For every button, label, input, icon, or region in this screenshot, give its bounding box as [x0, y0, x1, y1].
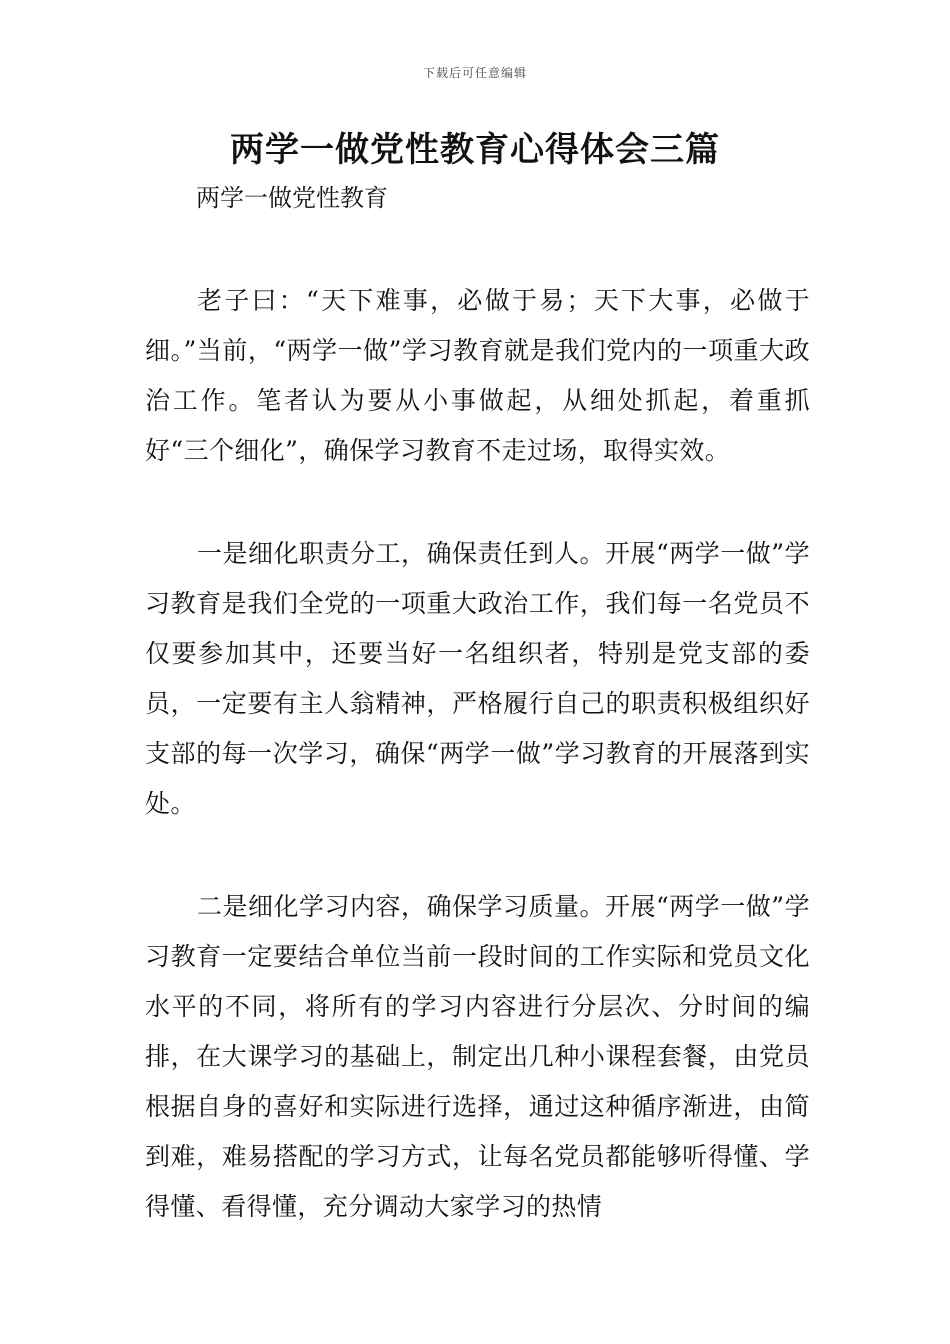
- header-note: 下载后可任意编辑: [422, 66, 527, 80]
- document-subtitle: 两学一做党性教育: [196, 184, 388, 212]
- document-body: [145, 276, 810, 1285]
- paragraph-intro: 老子曰：“天下难事，必做于易；天下大事，必做于细。”当前，“两学一做”学习教育就是我们党内的一项重大政治工作。笔者认为要从小事做起，从细处抓起，着重抓好“三个细化”，确保学习教育不走过场，取得实效。: [145, 286, 810, 465]
- paragraph-second-point: 二是细化学习内容，确保学习质量。开展“两学一做”学习教育一定要结合单位当前一段时间的工作实际和党员文化水平的不同，将所有的学习内容进行分层次、分时间的编排，在大课学习的基础上，制定出几种小课程套餐，由党员根据自身的喜好和实际进行选择，通过这种循序渐进，由简到难，难易搭配的学习方式，让每名党员都能够听得懂、学得懂、看得懂，充分调动大家学习的热情: [145, 892, 810, 1221]
- document-title: 两学一做党性教育心得体会三篇: [230, 130, 720, 170]
- paragraph-first-point: 一是细化职责分工，确保责任到人。开展“两学一做”学习教育是我们全党的一项重大政治工作，我们每一名党员不仅要参加其中，还要当好一名组织者，特别是党支部的委员，一定要有主人翁精神，严格履行自己的职责积极组织好支部的每一次学习，确保“两学一做”学习教育的开展落到实处。: [145, 539, 810, 818]
